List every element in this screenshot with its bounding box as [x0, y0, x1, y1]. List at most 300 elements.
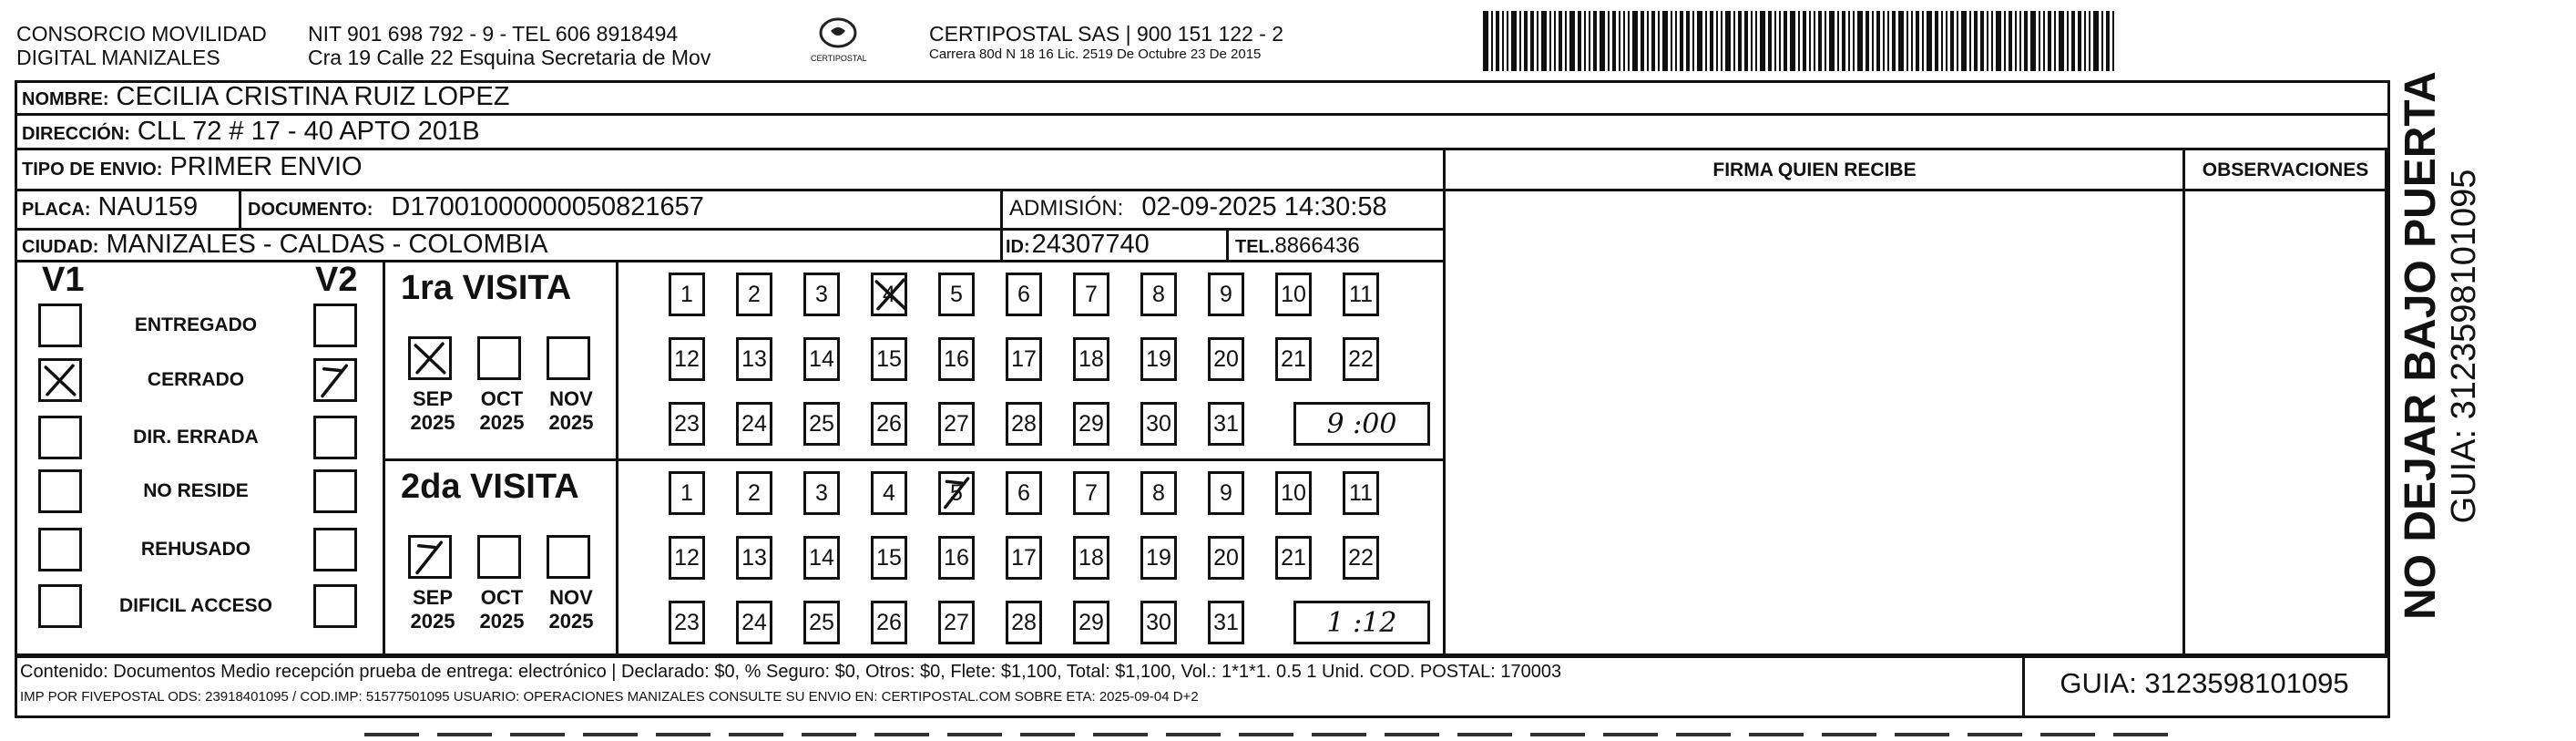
- barcode-bar: [1853, 11, 1855, 71]
- day-number: 9: [1220, 479, 1232, 506]
- day-box-18[interactable]: [1073, 536, 1109, 580]
- barcode-bar: [1628, 11, 1630, 71]
- day-box-7[interactable]: [1073, 273, 1109, 316]
- day-box-13[interactable]: [736, 337, 772, 381]
- day-number: 26: [876, 410, 902, 437]
- day-number: 25: [809, 410, 834, 437]
- day-box-23[interactable]: [669, 402, 705, 446]
- month-label: [470, 586, 534, 633]
- observaciones-header: OBSERVACIONES: [2202, 160, 2369, 180]
- day-box-4[interactable]: [871, 471, 907, 515]
- barcode-bar: [2054, 11, 2056, 71]
- day-number: 27: [944, 410, 969, 437]
- barcode-bar: [1733, 11, 1735, 71]
- barcode-bar: [2009, 11, 2012, 71]
- day-number: 8: [1152, 281, 1165, 307]
- barcode-bar: [1842, 11, 1845, 71]
- visit-title: 1ra VISITA: [401, 269, 572, 307]
- status-option-label: REHUSADO: [140, 539, 251, 560]
- barcode-bar: [1658, 11, 1660, 71]
- day-number: 22: [1348, 544, 1374, 571]
- barcode-bar: [1584, 11, 1586, 71]
- barcode-bar: [1710, 11, 1713, 71]
- barcode-bar: [1524, 11, 1528, 71]
- day-box-14[interactable]: [803, 536, 840, 580]
- barcode-bar: [1790, 11, 1795, 71]
- day-box-15[interactable]: [871, 337, 907, 381]
- day-box-27[interactable]: [938, 601, 975, 644]
- barcode-bar: [1755, 11, 1757, 71]
- day-box-30[interactable]: [1140, 601, 1177, 644]
- direccion-field: DIRECCIÓN: CLL 72 # 17 - 40 APTO 201B: [22, 117, 480, 146]
- month-checkbox-nov[interactable]: [547, 336, 590, 380]
- barcode-bar: [1969, 11, 1971, 71]
- barcode-bar: [1768, 11, 1772, 71]
- day-box-22[interactable]: [1343, 536, 1379, 580]
- barcode-bar: [1941, 11, 1943, 71]
- day-number: 19: [1146, 544, 1171, 571]
- status-option-label: ENTREGADO: [134, 314, 258, 335]
- status-option-label: NO RESIDE: [143, 480, 249, 501]
- day-number: 19: [1146, 345, 1171, 372]
- day-box-28[interactable]: [1006, 402, 1042, 446]
- side-notice: [2388, 71, 2490, 620]
- tel-field: TEL. 8866436: [1235, 233, 1360, 258]
- tipo-envio-field: TIPO DE ENVIO: PRIMER ENVIO: [22, 152, 363, 181]
- status-v2-checkbox[interactable]: [313, 304, 357, 347]
- visit-title: 2da VISITA: [401, 468, 579, 506]
- day-box-26[interactable]: [871, 402, 907, 446]
- barcode-bar: [1866, 11, 1869, 71]
- barcode-bar: [1872, 11, 1874, 71]
- status-v2-checkbox[interactable]: [313, 528, 357, 571]
- day-number: 4: [883, 281, 895, 307]
- barcode-bar: [1662, 11, 1668, 71]
- ciudad-field: CIUDAD: MANIZALES - CALDAS - COLOMBIA: [22, 230, 548, 259]
- month-name: SEP: [412, 586, 454, 609]
- barcode-bar: [1916, 11, 1919, 71]
- day-number: 7: [1085, 479, 1098, 506]
- v2-label: V2: [315, 261, 358, 299]
- month-checkbox-oct[interactable]: [477, 336, 521, 380]
- day-number: 9: [1220, 281, 1232, 307]
- day-number: 1: [680, 281, 693, 307]
- day-number: 4: [883, 479, 895, 506]
- day-box-24[interactable]: [736, 402, 772, 446]
- day-number: 21: [1281, 345, 1306, 372]
- footer-guia: GUIA: 3123598101095: [2060, 667, 2349, 699]
- day-box-3[interactable]: [803, 273, 840, 316]
- day-box-8[interactable]: [1140, 471, 1177, 515]
- day-number: 14: [809, 544, 834, 571]
- barcode-bar: [1675, 11, 1677, 71]
- day-number: 29: [1078, 410, 1104, 437]
- day-box-22[interactable]: [1343, 337, 1379, 381]
- barcode-bar: [1809, 11, 1811, 71]
- day-number: 28: [1011, 609, 1037, 635]
- barcode-bar: [1751, 11, 1753, 71]
- day-number: 28: [1011, 410, 1037, 437]
- day-box-15[interactable]: [871, 536, 907, 580]
- day-number: 30: [1146, 609, 1171, 635]
- day-number: 24: [741, 410, 767, 437]
- day-box-27[interactable]: [938, 402, 975, 446]
- day-box-12[interactable]: [669, 536, 705, 580]
- barcode-bar: [2112, 11, 2114, 71]
- side-guia: GUIA: 3123598101095: [2445, 169, 2483, 524]
- barcode-bar: [1569, 11, 1575, 71]
- status-v1-checkbox[interactable]: [38, 469, 82, 513]
- barcode-bar: [1623, 11, 1625, 71]
- barcode-bar: [2078, 11, 2081, 71]
- day-box-30[interactable]: [1140, 402, 1177, 446]
- day-number: 5: [950, 281, 963, 307]
- status-option-label: CERRADO: [147, 369, 245, 390]
- barcode-bar: [1647, 11, 1649, 71]
- day-number: 14: [809, 345, 834, 372]
- company-name: CONSORCIO MOVILIDAD DIGITAL MANIZALES: [16, 22, 267, 69]
- day-box-9[interactable]: [1208, 471, 1244, 515]
- barcode-bar: [1996, 11, 2001, 71]
- day-box-29[interactable]: [1073, 402, 1109, 446]
- day-number: 1: [680, 479, 693, 506]
- barcode-bar: [1491, 11, 1493, 71]
- day-box-8[interactable]: [1140, 273, 1177, 316]
- day-box-6[interactable]: [1006, 273, 1042, 316]
- month-label: [470, 387, 534, 435]
- barcode-bar: [1612, 11, 1616, 71]
- visit-time-box[interactable]: [1293, 601, 1430, 644]
- status-option-label: DIR. ERRADA: [133, 427, 259, 448]
- day-box-17[interactable]: [1006, 536, 1042, 580]
- barcode-bar: [1721, 11, 1722, 71]
- barcode-bar: [1991, 11, 1993, 71]
- day-box-24[interactable]: [736, 601, 772, 644]
- barcode-bar: [1483, 11, 1488, 71]
- barcode-bar: [1593, 11, 1597, 71]
- barcode-bar: [2067, 11, 2069, 71]
- nombre-field: NOMBRE: CECILIA CRISTINA RUIZ LOPEZ: [22, 82, 510, 111]
- barcode-bar: [1511, 11, 1517, 71]
- day-number: 31: [1213, 609, 1239, 635]
- barcode-bar: [1987, 11, 1988, 71]
- day-box-26[interactable]: [871, 601, 907, 644]
- month-checkbox-sep[interactable]: [408, 535, 452, 579]
- month-label: [539, 586, 603, 633]
- day-number: 8: [1152, 479, 1165, 506]
- barcode-bar: [1818, 11, 1822, 71]
- barcode-bar: [2048, 11, 2051, 71]
- barcode-bar: [1530, 11, 1534, 71]
- month-name: OCT: [480, 586, 524, 609]
- barcode-bar: [1883, 11, 1885, 71]
- barcode-bar: [1725, 11, 1731, 71]
- barcode-bar: [1887, 11, 1889, 71]
- day-box-7[interactable]: [1073, 471, 1109, 515]
- month-year: 2025: [548, 411, 594, 434]
- status-v2-checkbox[interactable]: [313, 469, 357, 513]
- barcode-bar: [2089, 11, 2090, 71]
- barcode-bar: [2084, 11, 2086, 71]
- day-number: 30: [1146, 410, 1171, 437]
- day-number: 18: [1078, 345, 1104, 372]
- month-year: 2025: [548, 610, 594, 633]
- month-label: [401, 586, 465, 633]
- barcode-bar: [1507, 11, 1508, 71]
- barcode-bar: [1798, 11, 1800, 71]
- barcode-bar: [1837, 11, 1839, 71]
- month-year: 2025: [410, 411, 455, 434]
- status-v1-checkbox[interactable]: [38, 416, 82, 459]
- status-option-label: DIFICIL ACCESO: [118, 595, 272, 616]
- day-number: 2: [748, 479, 761, 506]
- day-box-10[interactable]: [1275, 471, 1312, 515]
- day-number: 17: [1011, 544, 1037, 571]
- status-v2-checkbox[interactable]: [313, 358, 357, 402]
- day-box-29[interactable]: [1073, 601, 1109, 644]
- barcode-bar: [1779, 11, 1781, 71]
- barcode-bar: [1927, 11, 1932, 71]
- day-box-6[interactable]: [1006, 471, 1042, 515]
- day-number: 12: [674, 544, 700, 571]
- barcode-bar: [1697, 11, 1702, 71]
- day-box-19[interactable]: [1140, 337, 1177, 381]
- barcode-bar: [1651, 11, 1655, 71]
- day-box-16[interactable]: [938, 536, 975, 580]
- day-box-19[interactable]: [1140, 536, 1177, 580]
- barcode-bar: [1692, 11, 1694, 71]
- barcode-bar: [1760, 11, 1765, 71]
- barcode-bar: [2015, 11, 2017, 71]
- admision-field: ADMISIÓN: 02-09-2025 14:30:58: [1009, 192, 1387, 221]
- barcode-bar: [1496, 11, 1499, 71]
- barcode-bar: [1608, 11, 1610, 71]
- barcode-bar: [1957, 11, 1958, 71]
- barcode-bar: [2071, 11, 2075, 71]
- barcode-bar: [1502, 11, 1504, 71]
- status-v2-checkbox[interactable]: [313, 416, 357, 459]
- barcode-bar: [1744, 11, 1748, 71]
- barcode: [1483, 11, 2212, 71]
- barcode-bar: [1848, 11, 1850, 71]
- day-box-12[interactable]: [669, 337, 705, 381]
- company-info: NIT 901 698 792 - 9 - TEL 606 8918494 Cra 19 Calle 22 Esquina Secretaria de Mov: [308, 22, 711, 69]
- day-number: 12: [674, 345, 700, 372]
- day-number: 21: [1281, 544, 1306, 571]
- barcode-bar: [1549, 11, 1551, 71]
- month-checkbox-sep[interactable]: [408, 336, 452, 380]
- day-number: 20: [1213, 544, 1239, 571]
- barcode-bar: [1519, 11, 1521, 71]
- placa-field: PLACA: NAU159: [22, 192, 199, 221]
- month-year: 2025: [410, 610, 455, 633]
- day-number: 22: [1348, 345, 1374, 372]
- barcode-bar: [1803, 11, 1806, 71]
- barcode-bar: [1541, 11, 1547, 71]
- barcode-bar: [1825, 11, 1826, 71]
- day-number: 6: [1017, 479, 1030, 506]
- day-number: 3: [815, 479, 828, 506]
- barcode-bar: [1946, 11, 1947, 71]
- day-box-25[interactable]: [803, 402, 840, 446]
- visit-time: 1 :12: [1326, 606, 1397, 639]
- day-box-14[interactable]: [803, 337, 840, 381]
- barcode-bar: [1600, 11, 1605, 71]
- day-number: 11: [1349, 281, 1373, 307]
- barcode-bar: [1898, 11, 1904, 71]
- barcode-bar: [2106, 11, 2110, 71]
- barcode-bar: [1857, 11, 1863, 71]
- barcode-bar: [1578, 11, 1581, 71]
- id-field: ID: 24307740: [1006, 230, 1150, 259]
- month-checkbox-oct[interactable]: [477, 535, 521, 579]
- day-number: 31: [1213, 410, 1239, 437]
- barcode-bar: [1686, 11, 1690, 71]
- day-number: 3: [815, 281, 828, 307]
- barcode-bar: [1738, 11, 1742, 71]
- barcode-bar: [2039, 11, 2040, 71]
- day-number: 27: [944, 609, 969, 635]
- day-number: 20: [1213, 345, 1239, 372]
- status-v1-checkbox[interactable]: [38, 304, 82, 347]
- barcode-bar: [2030, 11, 2036, 71]
- day-number: 24: [741, 609, 767, 635]
- barcode-bar: [2019, 11, 2021, 71]
- logo-icon: [818, 16, 858, 49]
- day-number: 29: [1078, 609, 1104, 635]
- month-name: OCT: [480, 387, 524, 410]
- day-number: 10: [1281, 281, 1306, 307]
- footer-content: Contenido: Documentos Medio recepción prueba de entrega: electrónico | Declarado: $0, % Seguro: $0, Otros: $0, Flete: $1,100, Total: $1,100, Vol.: 1*1*1. 0.5 1 Unid. COD. POSTAL: 170003: [20, 662, 1562, 682]
- day-number: 15: [876, 544, 902, 571]
- day-box-21[interactable]: [1275, 536, 1312, 580]
- day-box-13[interactable]: [736, 536, 772, 580]
- status-v1-checkbox[interactable]: [38, 358, 82, 402]
- barcode-bar: [1784, 11, 1787, 71]
- barcode-bar: [1680, 11, 1683, 71]
- day-number: 6: [1017, 281, 1030, 307]
- day-box-20[interactable]: [1208, 536, 1244, 580]
- barcode-bar: [1814, 11, 1815, 71]
- barcode-bar: [1554, 11, 1556, 71]
- v1-label: V1: [42, 261, 85, 299]
- barcode-bar: [1537, 11, 1538, 71]
- visit-time-box[interactable]: [1293, 402, 1430, 446]
- day-number: 25: [809, 609, 834, 635]
- day-box-20[interactable]: [1208, 337, 1244, 381]
- barcode-bar: [2093, 11, 2099, 71]
- day-number: 11: [1349, 479, 1373, 506]
- day-box-11[interactable]: [1343, 273, 1379, 316]
- day-box-23[interactable]: [669, 601, 705, 644]
- status-v1-checkbox[interactable]: [38, 528, 82, 571]
- day-box-25[interactable]: [803, 601, 840, 644]
- barcode-bar: [1716, 11, 1718, 71]
- firma-header: FIRMA QUIEN RECIBE: [1712, 160, 1917, 180]
- barcode-bar: [1980, 11, 1984, 71]
- barcode-bar: [1974, 11, 1978, 71]
- day-number: 18: [1078, 544, 1104, 571]
- day-box-1[interactable]: [669, 273, 705, 316]
- day-number: 23: [674, 410, 700, 437]
- day-number: 26: [876, 609, 902, 635]
- barcode-bar: [1961, 11, 1967, 71]
- barcode-bar: [1671, 11, 1672, 71]
- barcode-bar: [1950, 11, 1954, 71]
- day-box-5[interactable]: [938, 471, 975, 515]
- month-name: NOV: [549, 586, 593, 609]
- barcode-bar: [1906, 11, 1908, 71]
- month-name: NOV: [549, 387, 593, 410]
- month-label: [401, 387, 465, 435]
- status-v1-checkbox[interactable]: [38, 584, 82, 628]
- month-checkbox-nov[interactable]: [547, 535, 590, 579]
- barcode-bar: [2043, 11, 2045, 71]
- footer-print-info: IMP POR FIVEPOSTAL ODS: 23918401095 / COD.IMP: 51577501095 USUARIO: OPERACIONES MANIZALES CONSULTE SU ENVIO EN: CERTIPOSTAL.COM SOBRE ETA: 2025-09-04 D+2: [20, 689, 1199, 705]
- barcode-bar: [1922, 11, 1924, 71]
- day-number: 13: [741, 345, 767, 372]
- status-v2-checkbox[interactable]: [313, 584, 357, 628]
- day-number: 10: [1281, 479, 1306, 506]
- barcode-bar: [1559, 11, 1562, 71]
- day-number: 16: [944, 345, 969, 372]
- day-number: 17: [1011, 345, 1037, 372]
- barcode-bar: [1876, 11, 1880, 71]
- month-label: [539, 387, 603, 435]
- month-year: 2025: [479, 411, 525, 434]
- barcode-bar: [1935, 11, 1938, 71]
- barcode-bar: [2024, 11, 2028, 71]
- day-number: 23: [674, 609, 700, 635]
- day-number: 13: [741, 544, 767, 571]
- barcode-bar: [1619, 11, 1620, 71]
- barcode-bar: [1911, 11, 1913, 71]
- day-box-3[interactable]: [803, 471, 840, 515]
- certipostal-logo: CERTIPOSTAL: [811, 16, 865, 63]
- carrier-info: CERTIPOSTAL SAS | 900 151 122 - 2 Carrera 80d N 18 16 Lic. 2519 De Octubre 23 De 2015: [929, 22, 1284, 62]
- day-number: 15: [876, 345, 902, 372]
- perforation-line: [364, 733, 2186, 736]
- day-box-28[interactable]: [1006, 601, 1042, 644]
- day-box-2[interactable]: [736, 273, 772, 316]
- day-number: 7: [1085, 281, 1098, 307]
- day-box-11[interactable]: [1343, 471, 1379, 515]
- day-box-17[interactable]: [1006, 337, 1042, 381]
- barcode-bar: [2004, 11, 2006, 71]
- day-box-18[interactable]: [1073, 337, 1109, 381]
- barcode-bar: [1632, 11, 1638, 71]
- day-box-1[interactable]: [669, 471, 705, 515]
- day-box-2[interactable]: [736, 471, 772, 515]
- day-box-16[interactable]: [938, 337, 975, 381]
- day-number: 2: [748, 281, 761, 307]
- documento-field: DOCUMENTO: D17001000000050821657: [248, 192, 704, 221]
- visit-time: 9 :00: [1326, 407, 1397, 440]
- no-dejar-notice: NO DEJAR BAJO PUERTA: [2397, 71, 2445, 620]
- day-box-9[interactable]: [1208, 273, 1244, 316]
- day-number: 16: [944, 544, 969, 571]
- barcode-bar: [1774, 11, 1776, 71]
- day-box-31[interactable]: [1208, 402, 1244, 446]
- barcode-bar: [1641, 11, 1644, 71]
- day-box-4[interactable]: [871, 273, 907, 316]
- day-box-5[interactable]: [938, 273, 975, 316]
- barcode-bar: [1565, 11, 1567, 71]
- day-box-21[interactable]: [1275, 337, 1312, 381]
- day-box-31[interactable]: [1208, 601, 1244, 644]
- day-number: 5: [950, 479, 963, 506]
- day-box-10[interactable]: [1275, 273, 1312, 316]
